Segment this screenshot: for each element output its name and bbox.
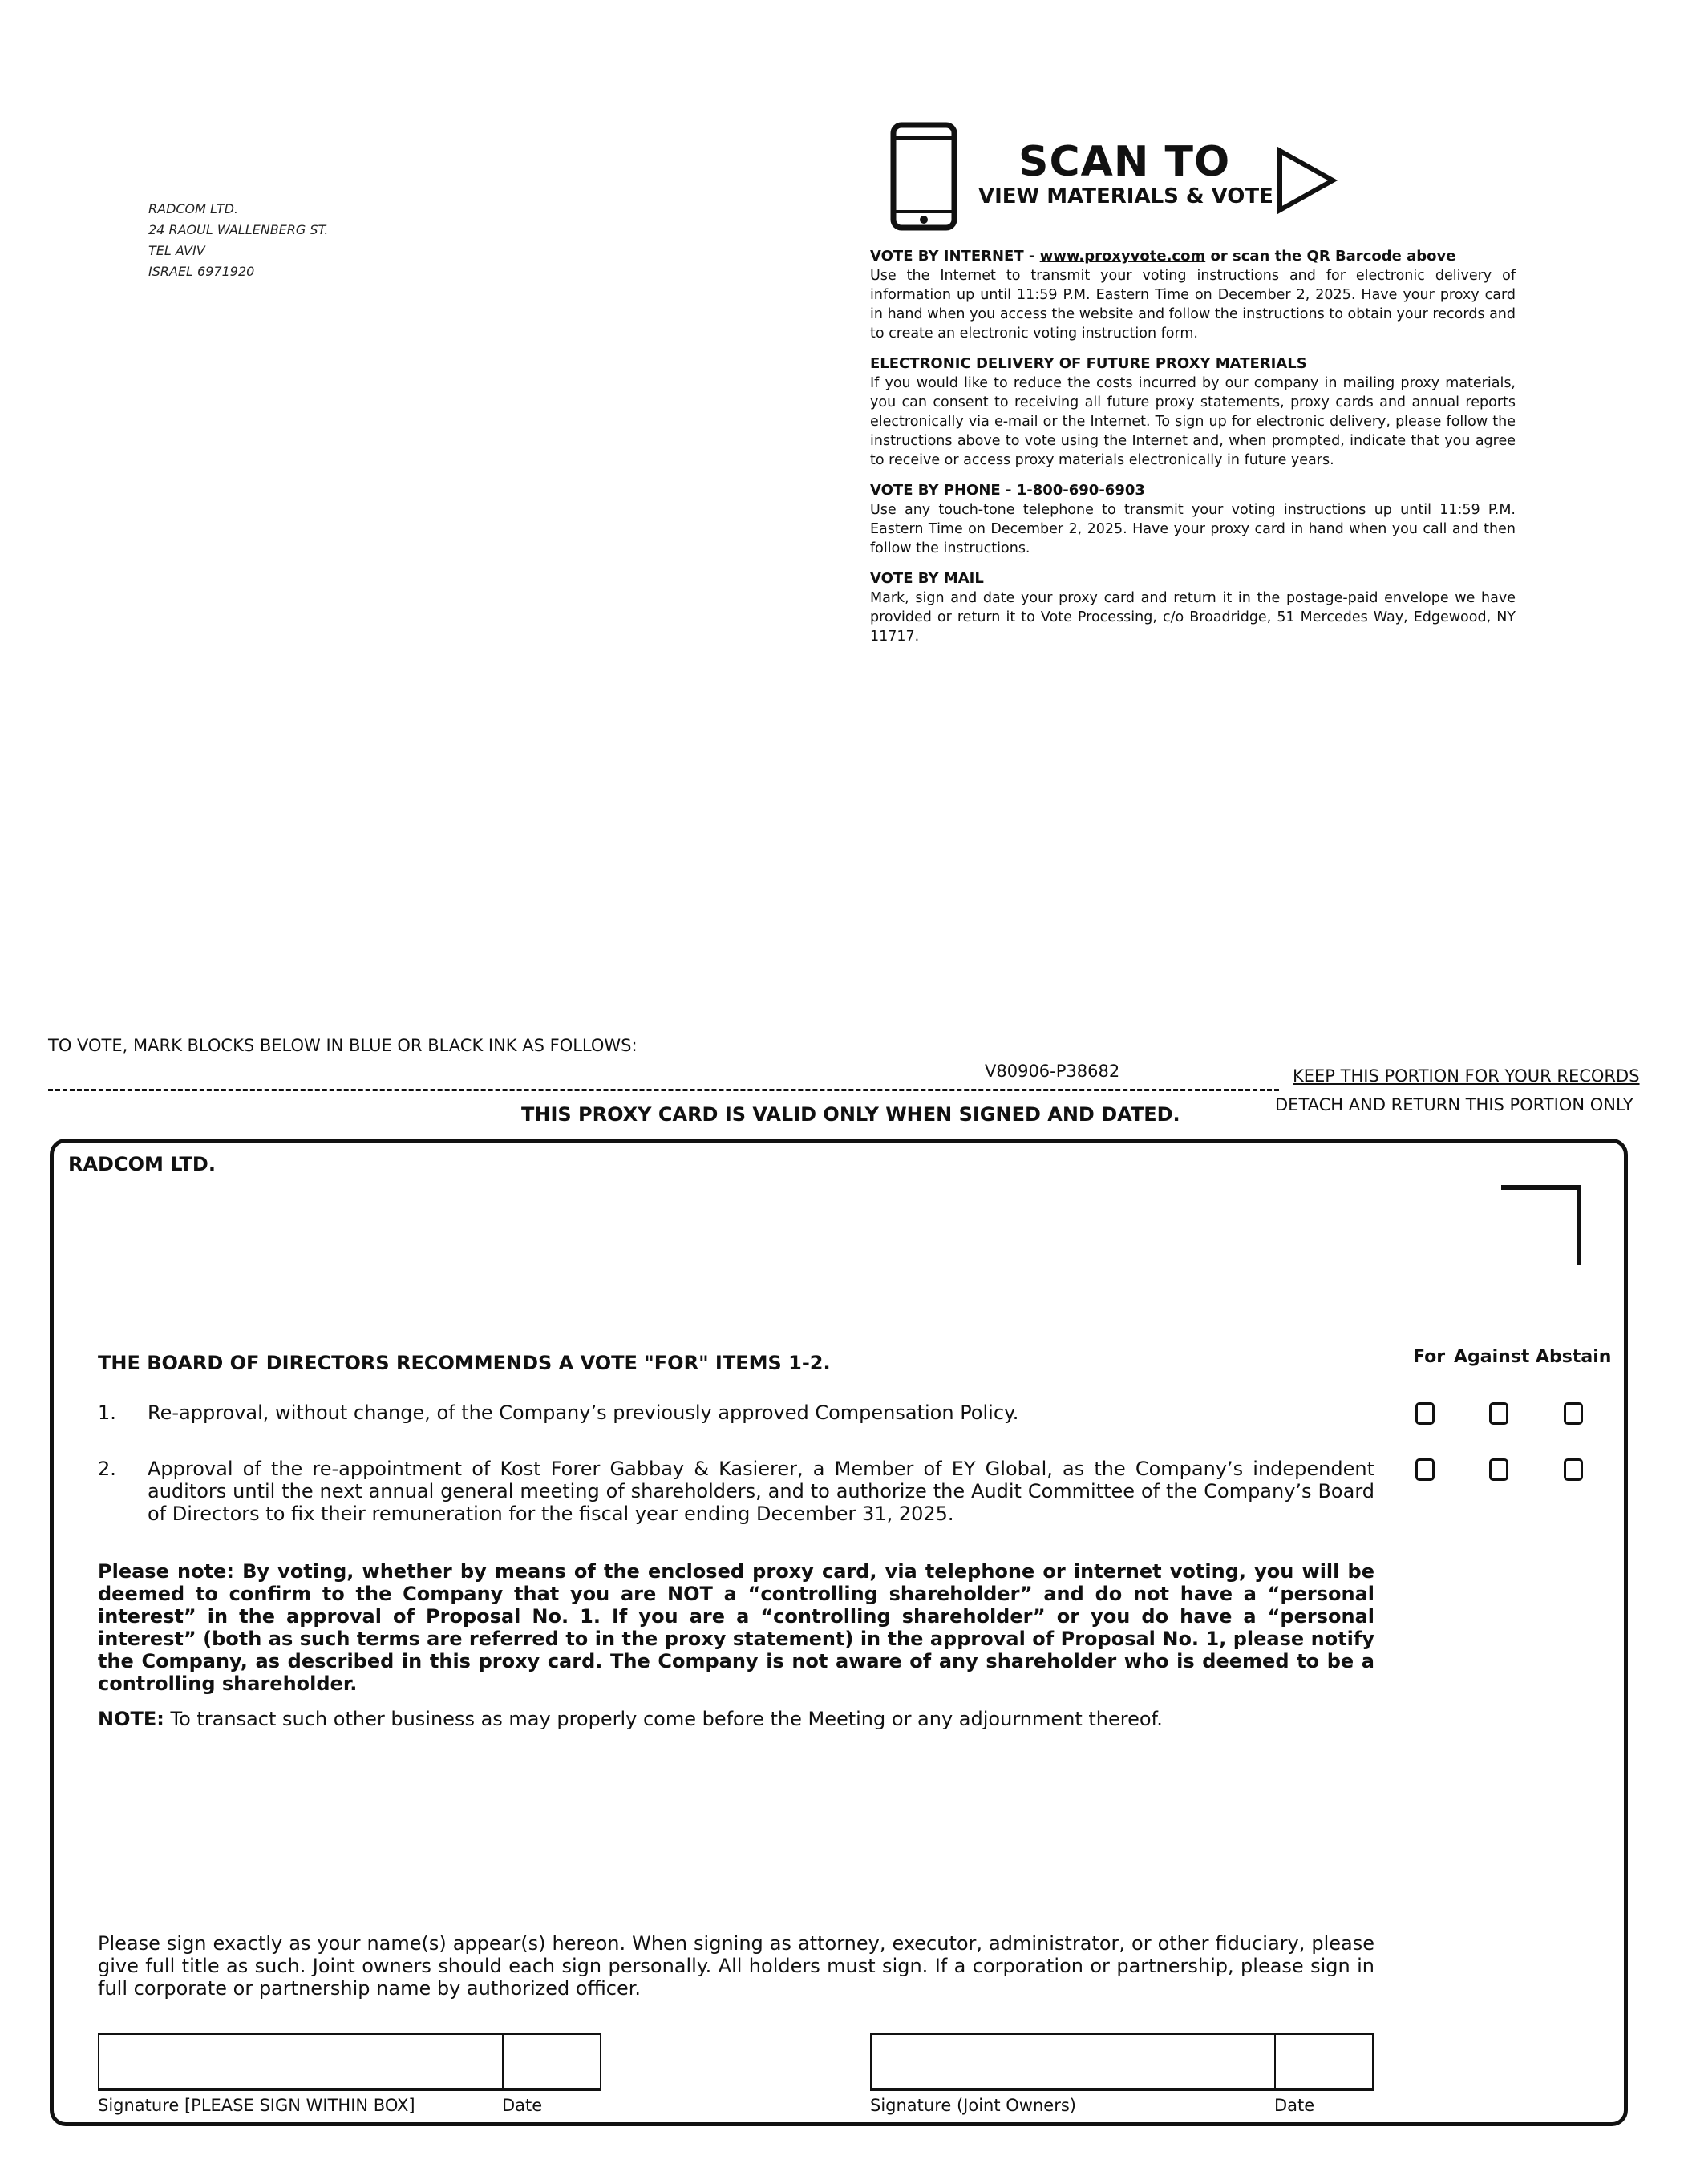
proposal-1-against-checkbox[interactable]: [1489, 1402, 1508, 1425]
signature-box[interactable]: [98, 2033, 504, 2091]
proposal-number: 1.: [98, 1401, 116, 1424]
signing-instructions: Please sign exactly as your name(s) appear(s) hereon. When signing as attorney, executor, administrator, or other fiduciary, please give full title as such. Joint owners should each sign personally. All holders must sign. If a corporation or partnership, please sign in full corporate or partnership name by authorized officer.: [98, 1932, 1374, 2000]
joint-signature-box[interactable]: [870, 2033, 1276, 2091]
company-name: RADCOM LTD.: [68, 1153, 216, 1175]
internet-heading-suffix: or scan the QR Barcode above: [1205, 248, 1456, 265]
validity-notice: THIS PROXY CARD IS VALID ONLY WHEN SIGNED AND DATED.: [521, 1103, 1180, 1126]
date-box[interactable]: [502, 2033, 601, 2091]
proposal-1-abstain-checkbox[interactable]: [1564, 1402, 1583, 1425]
address-line: TEL AVIV: [148, 243, 205, 258]
note-label: NOTE:: [98, 1708, 164, 1730]
vote-by-mail-body: Mark, sign and date your proxy card and return it in the postage-paid envelope we have provided or return it to Vote Processing, c/o Broadridge, 51 Mercedes Way, Edgewood, NY 11717.: [870, 590, 1516, 645]
scan-subtitle: VIEW MATERIALS & VOTE: [978, 184, 1273, 208]
proxyvote-link[interactable]: www.proxyvote.com: [1039, 248, 1206, 265]
detach-line: [48, 1089, 1279, 1091]
electronic-delivery-section: [870, 354, 1516, 470]
address-line: ISRAEL 6971920: [148, 264, 255, 279]
other-business-note: [98, 1708, 1381, 1730]
note-text: To transact such other business as may properly come before the Meeting or any adjournment thereof.: [164, 1708, 1163, 1730]
proposal-2-against-checkbox[interactable]: [1489, 1458, 1508, 1481]
address-line: RADCOM LTD.: [148, 201, 239, 216]
vote-by-internet-heading: [870, 247, 1516, 266]
vote-by-internet-body: Use the Internet to transmit your voting instructions and for electronic delivery of information up until 11:59 P.M. Eastern Time on December 2, 2025. Have your proxy card in hand when you access the website and follow the instructions to obtain your records and to create an electronic voting instruction form.: [870, 268, 1516, 342]
address-line: 24 RAOUL WALLENBERG ST.: [148, 222, 329, 237]
controlling-shareholder-note: Please note: By voting, whether by means of the enclosed proxy card, via telephone or internet voting, you will be deemed to confirm to the Company that you are NOT a “controlling shareholder” and do not have a “personal interest” in the approval of Proposal No. 1. If you are a “controlling shareholder” or you do have a “personal interest” (both as such terms are referred to in the proxy statement) in the approval of Proposal No. 1, please notify the Company, as described in this proxy card. The Company is not aware of any shareholder who is deemed to be a controlling shareholder.: [98, 1560, 1374, 1695]
vote-by-internet-section: [870, 247, 1516, 343]
detach-portion-label: DETACH AND RETURN THIS PORTION ONLY: [1275, 1095, 1633, 1114]
proposal-1-for-checkbox[interactable]: [1415, 1402, 1435, 1425]
electronic-delivery-heading: ELECTRONIC DELIVERY OF FUTURE PROXY MATERIALS: [870, 355, 1307, 372]
vote-by-mail-section: [870, 569, 1516, 646]
joint-date-box[interactable]: [1274, 2033, 1374, 2091]
proposal-2-for-checkbox[interactable]: [1415, 1458, 1435, 1481]
column-header-for: For: [1413, 1347, 1446, 1367]
vote-by-phone-section: [870, 481, 1516, 558]
signature-label: Signature [PLEASE SIGN WITHIN BOX]: [98, 2096, 415, 2115]
control-code: V80906-P38682: [980, 1062, 1124, 1081]
play-arrow-icon: [1275, 146, 1339, 215]
corner-mark: [1501, 1185, 1581, 1265]
return-address: [148, 199, 329, 282]
electronic-delivery-body: If you would like to reduce the costs incurred by our company in mailing proxy materials, you can consent to receiving all future proxy statements, proxy cards and annual reports electronically via e-mail or the Internet. To sign up for electronic delivery, please follow the instructions above to vote using the Internet and, when prompted, indicate that you agree to receive or access proxy materials electronically in future years.: [870, 375, 1516, 468]
joint-date-label: Date: [1274, 2096, 1315, 2115]
proposal-text: Approval of the re-appointment of Kost Forer Gabbay & Kasierer, a Member of EY Global, as the Company’s independent auditors until the next annual general meeting of shareholders, and to authorize the Audit Committee of the Company’s Board of Directors to fix their remuneration for the fiscal year ending December 31, 2025.: [148, 1458, 1374, 1525]
scan-title: SCAN TO: [1018, 138, 1231, 186]
proposal-text: Re-approval, without change, of the Company’s previously approved Compensation Policy.: [148, 1401, 1019, 1424]
vote-by-mail-heading: VOTE BY MAIL: [870, 570, 984, 587]
vote-by-phone-body: Use any touch-tone telephone to transmit your voting instructions up until 11:59 P.M. Eastern Time on December 2, 2025. Have your proxy card in hand when you call and then follow the instructions.: [870, 502, 1516, 556]
internet-heading-prefix: VOTE BY INTERNET -: [870, 248, 1040, 265]
vote-by-phone-heading: VOTE BY PHONE - 1-800-690-6903: [870, 482, 1145, 499]
proposal-2-abstain-checkbox[interactable]: [1564, 1458, 1583, 1481]
joint-signature-label: Signature (Joint Owners): [870, 2096, 1076, 2115]
board-recommendation: THE BOARD OF DIRECTORS RECOMMENDS A VOTE "FOR" ITEMS 1-2.: [98, 1352, 831, 1374]
proposal-number: 2.: [98, 1458, 116, 1480]
keep-portion-label: KEEP THIS PORTION FOR YOUR RECORDS: [1293, 1066, 1640, 1086]
column-header-abstain: Abstain: [1536, 1347, 1612, 1367]
column-header-against: Against: [1454, 1347, 1530, 1367]
voting-instructions: [870, 247, 1516, 657]
date-label: Date: [502, 2096, 543, 2115]
smartphone-icon: [890, 122, 957, 231]
mark-instructions: TO VOTE, MARK BLOCKS BELOW IN BLUE OR BLACK INK AS FOLLOWS:: [48, 1036, 638, 1055]
